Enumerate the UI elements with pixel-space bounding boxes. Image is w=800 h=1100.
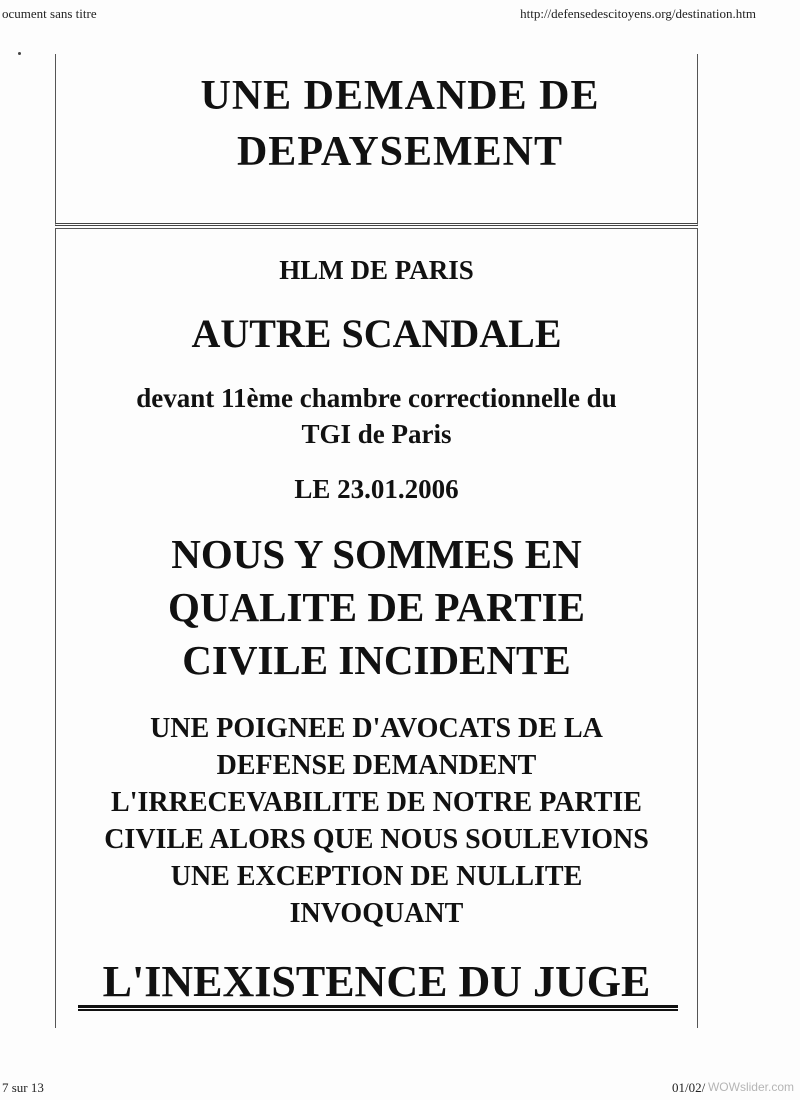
court-info (55, 380, 698, 452)
body-line: DEFENSE DEMANDENT (216, 750, 537, 781)
conclusion-heading: L'INEXISTENCE DU JUGE (102, 957, 651, 1006)
document-title (0, 68, 800, 180)
partie-line: CIVILE INCIDENTE (182, 637, 571, 683)
browser-url[interactable]: http://defensedescitoyens.org/destination.htm (520, 6, 756, 21)
partie-line: NOUS Y SOMMES EN (171, 531, 582, 577)
headline: AUTRE SCANDALE (191, 311, 562, 356)
stray-mark (18, 52, 21, 55)
watermark-logo: WOWslider.com (707, 1080, 794, 1094)
partie-line: QUALITE DE PARTIE (168, 584, 585, 630)
browser-page-title: ocument sans titre (2, 6, 97, 21)
court-line: devant 11ème chambre correctionnelle du (136, 383, 617, 413)
document-title-line: UNE DEMANDE DE (200, 73, 600, 119)
conclusion-underline (78, 1005, 678, 1011)
page-count: 7 sur 13 (2, 1080, 44, 1095)
print-date: 01/02/ (672, 1080, 706, 1095)
document-title-line: DEPAYSEMENT (236, 129, 564, 175)
body-line: L'IRRECEVABILITE DE NOTRE PARTIE (111, 787, 642, 818)
body-paragraph (40, 710, 713, 932)
subtitle: HLM DE PARIS (279, 255, 474, 285)
hearing-date: LE 23.01.2006 (294, 474, 459, 504)
body-line: UNE POIGNEE D'AVOCATS DE LA (150, 713, 603, 744)
body-line: CIVILE ALORS QUE NOUS SOULEVIONS (104, 824, 649, 855)
partie-civile-statement (55, 528, 698, 687)
body-line: UNE EXCEPTION DE NULLITE (170, 861, 583, 892)
court-line: TGI de Paris (301, 419, 452, 449)
body-line: INVOQUANT (289, 898, 464, 929)
